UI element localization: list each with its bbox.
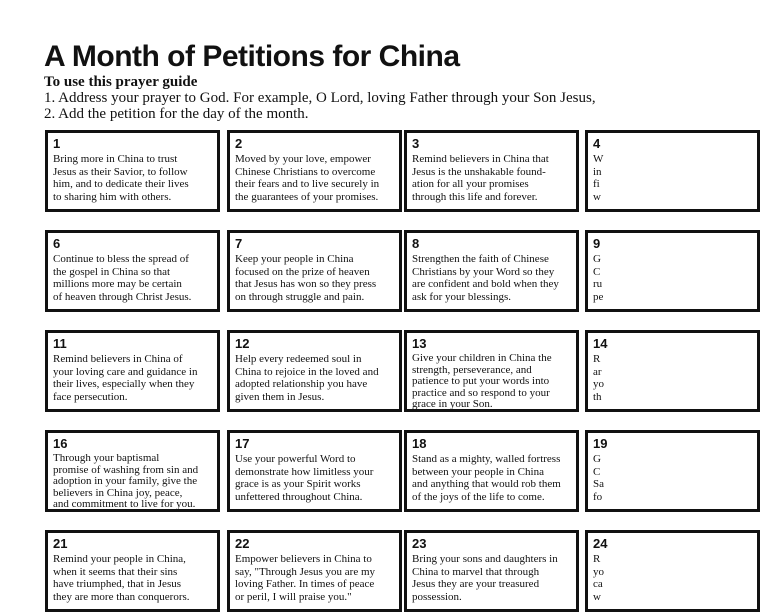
petition-card	[404, 530, 579, 612]
petition-card	[585, 430, 760, 512]
petition-card	[585, 230, 760, 312]
petition-card	[45, 430, 220, 512]
day-number: 4	[593, 136, 601, 151]
petition-card	[404, 230, 579, 312]
day-number: 6	[53, 236, 61, 251]
day-number: 13	[412, 336, 427, 351]
petition-card	[227, 330, 402, 412]
petition-text: Remind your people in China, when it seems that their sins have triumphed, that in Jesus they are more than conquerors.	[53, 553, 190, 603]
petition-text: Bring your sons and daughters in China to marvel that through Jesus they are your treasured possession.	[412, 553, 558, 603]
petition-text: Bring more in China to trust Jesus as their Savior, to follow him, and to dedicate their lives to sharing him with others.	[53, 153, 189, 203]
petition-card	[227, 430, 402, 512]
petition-text: G C ru pe	[593, 253, 604, 303]
petition-text: Remind believers in China that Jesus is the unshakable found- ation for all your promises through this life and forever.	[412, 153, 549, 203]
petition-card	[45, 130, 220, 212]
petition-text: W in fi w	[593, 153, 604, 203]
petition-card	[404, 430, 579, 512]
petition-text: Give your children in China the strength, perseverance, and patience to put your words into practice and so respond to your grace in your Son.	[412, 352, 552, 411]
petition-text: Help every redeemed soul in China to rejoice in the loved and adopted relationship you have given them in Jesus.	[235, 353, 379, 403]
day-number: 14	[593, 336, 608, 351]
instruction-step: 1. Address your prayer to God. For example, O Lord, loving Father through your Son Jesus,	[44, 90, 596, 106]
instructions	[44, 74, 596, 122]
day-number: 16	[53, 436, 68, 451]
petition-card	[45, 230, 220, 312]
petition-text: R ar yo th	[593, 353, 604, 403]
day-number: 18	[412, 436, 427, 451]
petition-text: Remind believers in China of your loving care and guidance in their lives, especially when they face persecution.	[53, 353, 198, 403]
day-number: 11	[53, 336, 67, 351]
instruction-step: 2. Add the petition for the day of the month.	[44, 106, 309, 122]
petition-text: R yo ca w	[593, 553, 604, 603]
day-number: 24	[593, 536, 608, 551]
petition-card	[585, 130, 760, 212]
petition-text: Continue to bless the spread of the gospel in China so that millions more may be certain of heaven through Christ Jesus.	[53, 253, 192, 303]
petition-card	[45, 330, 220, 412]
petition-card	[404, 330, 579, 412]
petition-card	[227, 530, 402, 612]
petition-card	[45, 530, 220, 612]
petition-card	[585, 330, 760, 412]
petition-text: Empower believers in China to say, "Through Jesus you are my loving Father. In times of peace or peril, I will praise you."	[235, 553, 376, 603]
day-number: 9	[593, 236, 601, 251]
day-number: 3	[412, 136, 420, 151]
petition-text: Keep your people in China focused on the prize of heaven that Jesus has won so they press on through struggle and pain.	[235, 253, 377, 303]
day-number: 21	[53, 536, 68, 551]
day-number: 8	[412, 236, 420, 251]
page-title: A Month of Petitions for China	[44, 40, 460, 73]
petition-text: Stand as a mighty, walled fortress between your people in China and anything that would rob them of the joys of the life to come.	[412, 453, 561, 503]
day-number: 17	[235, 436, 250, 451]
petition-text: G C Sa fo	[593, 453, 604, 503]
day-number: 12	[235, 336, 250, 351]
petition-text: Moved by your love, empower Chinese Christians to overcome their fears and to live securely in the guarantees of your promises.	[235, 153, 380, 203]
petition-card	[585, 530, 760, 612]
instructions-heading: To use this prayer guide	[44, 74, 198, 90]
day-number: 19	[593, 436, 608, 451]
petition-text: Through your baptismal promise of washing from sin and adoption in your family, give the believers in China joy, peace, and commitment to live for you.	[53, 452, 199, 511]
day-number: 7	[235, 236, 243, 251]
petition-card	[227, 130, 402, 212]
petition-card	[227, 230, 402, 312]
petition-card	[404, 130, 579, 212]
day-number: 23	[412, 536, 427, 551]
petition-text: Strengthen the faith of Chinese Christians by your Word so they are confident and bold when they ask for your blessings.	[412, 253, 559, 303]
petition-text: Use your powerful Word to demonstrate how limitless your grace is as your Spirit works unfettered throughout China.	[235, 453, 374, 503]
day-number: 2	[235, 136, 243, 151]
day-number: 22	[235, 536, 250, 551]
day-number: 1	[53, 136, 61, 151]
